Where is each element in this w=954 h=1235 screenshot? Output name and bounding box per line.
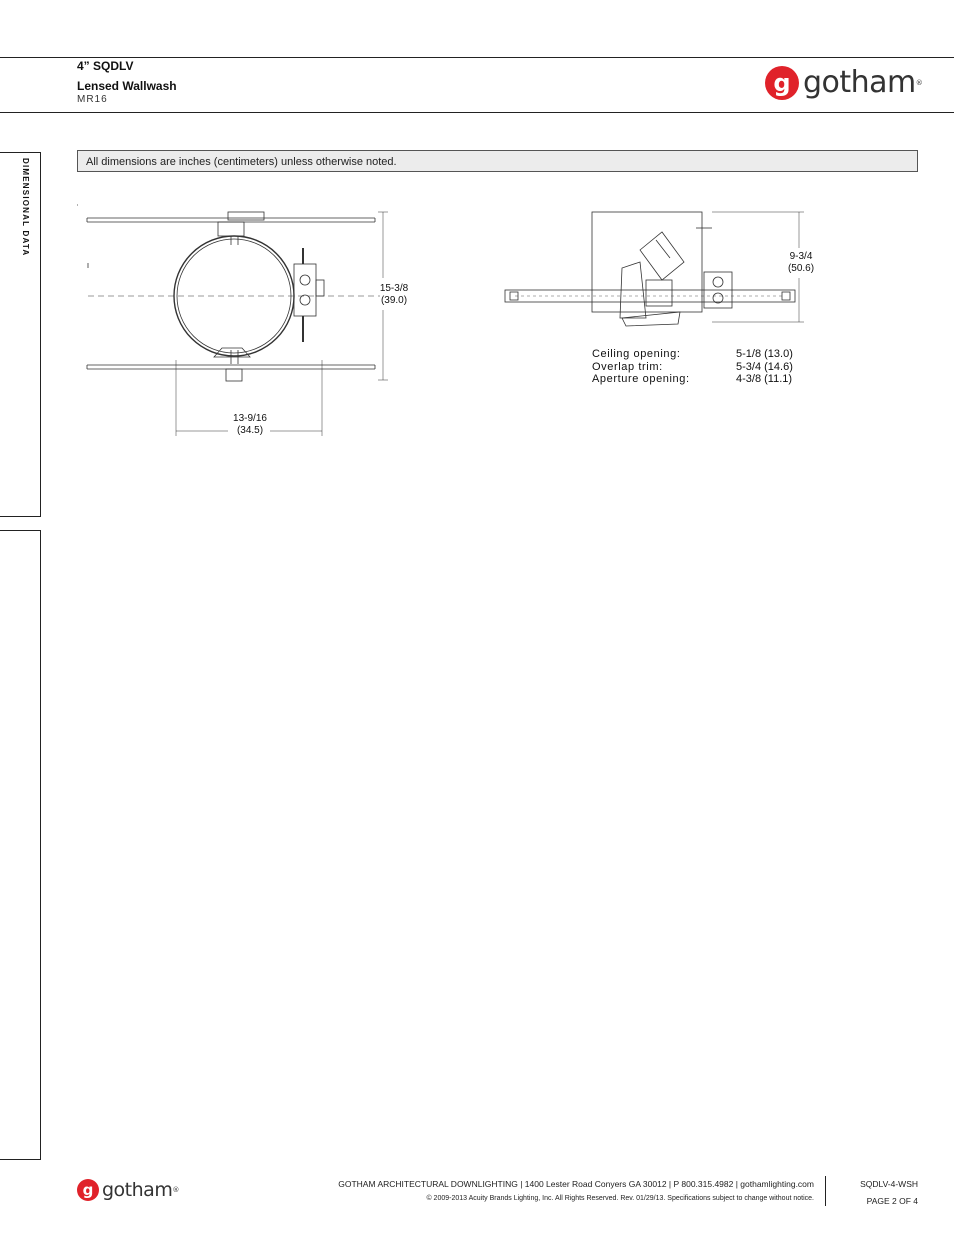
spec-aperture-opening: Aperture opening: 4-3/8 (11.1) — [592, 373, 793, 385]
footer-brand-wordmark: gotham® — [102, 1179, 179, 1201]
section-label: DIMENSIONAL DATA — [21, 158, 30, 257]
gotham-logo-icon: g — [765, 66, 799, 100]
product-variant: MR16 — [77, 94, 108, 105]
footer-copyright: © 2009-2013 Acuity Brands Lighting, Inc. All Rights Reserved. Rev. 01/29/13. Specifications subject to change without notice. — [426, 1195, 814, 1202]
footer-page-number: PAGE 2 OF 4 — [866, 1196, 918, 1206]
brand-wordmark: gotham® — [803, 65, 923, 100]
product-title: 4” SQDLV — [77, 59, 134, 73]
plan-height-dimension: 15-3/8 (39.0) — [379, 283, 409, 306]
footer-separator — [825, 1176, 826, 1206]
opening-specs — [592, 348, 793, 386]
spec-ceiling-opening: Ceiling opening: 5-1/8 (13.0) — [592, 348, 793, 360]
gotham-logo-icon: g — [77, 1179, 99, 1201]
footer-company-line: GOTHAM ARCHITECTURAL DOWNLIGHTING | 1400 Lester Road Conyers GA 30012 | P 800.315.4982 | gothamlighting.com — [338, 1179, 814, 1189]
spec-overlap-trim: Overlap trim: 5-3/4 (14.6) — [592, 360, 793, 373]
product-subtitle: Lensed Wallwash — [77, 79, 177, 93]
dimension-notice: All dimensions are inches (centimeters) unless otherwise noted. — [77, 150, 918, 172]
plan-width-dimension: 13-9/16 (34.5) — [233, 413, 267, 436]
footer-doc-code: SQDLV-4-WSH — [860, 1179, 918, 1189]
side-height-dimension: 9-3/4 (50.6) — [787, 251, 815, 274]
plan-view-drawing — [77, 205, 388, 436]
footer-brand-logo — [77, 1177, 179, 1203]
side-view-drawing — [505, 212, 804, 326]
